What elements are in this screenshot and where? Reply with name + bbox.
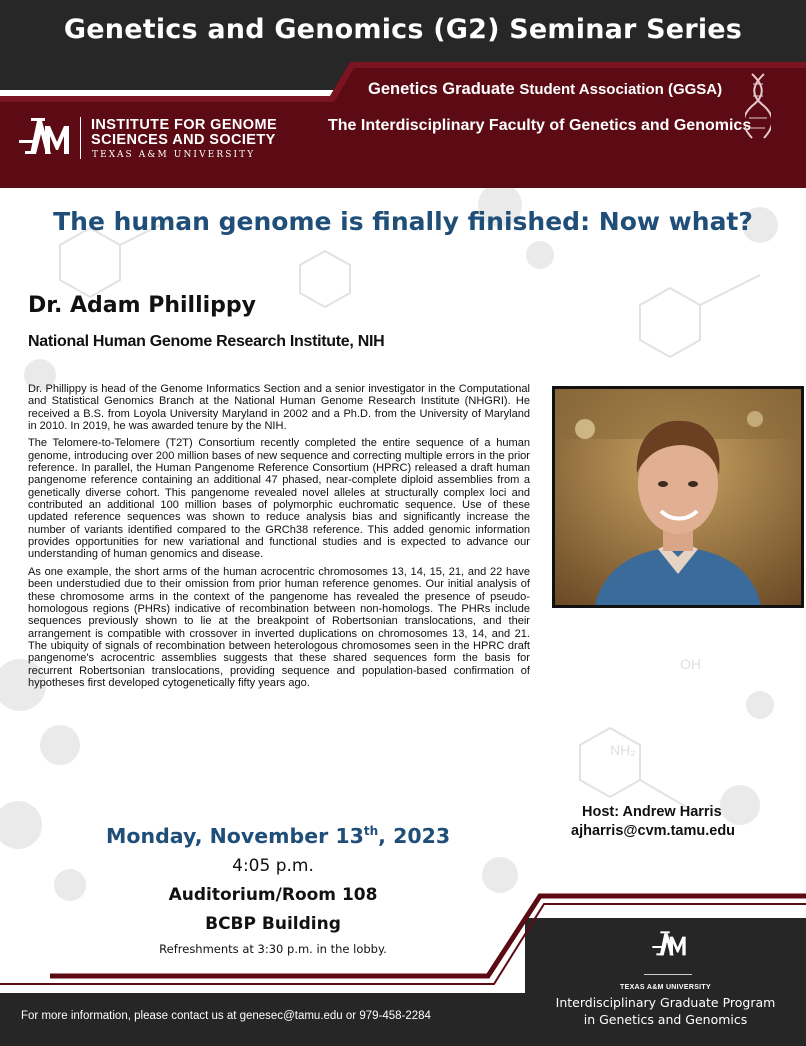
abstract-paragraph-2: As one example, the short arms of the human acrocentric chromosomes 13, 14, 15, 21, and 22 have been understudied due to their omission from prior human reference genomes. Our initial analysis of these chromosome arms in the context of the pangenome has revealed the presence of pseudo-homologous regions (PHRs) indicative of recombination between non-homologs. The PHRs include sequences previously shown to lie at the breakpoint of Robertsonian translocations, and their arrangement is compatible with crossover in inverted duplications on chromosomes 13, 14, and 21. The ubiquity of signals of recombination between heterologous chromosomes seen in the HPRC draft pangenome's acrocentric assemblies suggests that these shared sequences form the basis for recurrent Robertsonian translocations, providing sequence and population-based confirmation of hypotheses first developed cytogenetically fifty years ago.: [28, 565, 530, 689]
event-date-main: Monday, November 13: [106, 824, 364, 848]
abstract: [28, 383, 530, 694]
abstract-paragraph-1: The Telomere-to-Telomere (T2T) Consortium recently completed the entire sequence of a human genome, introducing over 200 million bases of new sequence and correcting multiple errors in the prior reference. In parallel, the Human Pangenome Reference Consortium (HPRC) released a draft human pangenome reference containing an additional 47 phased, near-complete diploid assemblies from a genetically diverse cohort. This pangenome revealed novel alleles at structurally complex loci and contributed an additional 100 million bases of polymorphic euchromatic sequence. Use of these updated reference sequences was shown to reduce analysis bias and significantly increase the number of variants identified compared to the GRCh38 reference. This added genomic information provides opportunities for new variational and functional studies and is expected to advance our understanding of human genomics and disease.: [28, 437, 530, 561]
institute-name-line1: INSTITUTE FOR GENOME: [91, 117, 278, 133]
ggsa-heading-part1: Genetics Graduate: [368, 80, 515, 98]
footer-contact: For more information, please contact us at genesec@tamu.edu or 979-458-2284: [21, 1010, 431, 1022]
speaker-affiliation: National Human Genome Research Institute, NIH: [28, 333, 385, 350]
host-email[interactable]: ajharris@cvm.tamu.edu: [571, 823, 736, 839]
program-tamu-logo-icon: [651, 929, 687, 959]
institute-divider: [80, 117, 81, 159]
institute-university: TEXAS A&M UNIVERSITY: [92, 150, 256, 160]
institute-name-line2: SCIENCES AND SOCIETY: [91, 132, 276, 148]
event-time: 4:05 p.m.: [232, 856, 314, 876]
program-name-line2: in Genetics and Genomics: [583, 1012, 748, 1027]
event-date-suffix: th: [363, 824, 379, 839]
speaker-photo: [552, 386, 804, 608]
speaker-name: Dr. Adam Phillippy: [28, 293, 256, 318]
event-refreshments: Refreshments at 3:30 p.m. in the lobby.: [159, 942, 387, 956]
svg-text:NH₂: NH₂: [610, 742, 636, 758]
faculty-heading: The Interdisciplinary Faculty of Genetics and Genomics: [328, 117, 752, 134]
ggsa-heading-part2: Student Association (GGSA): [519, 81, 723, 98]
talk-title: The human genome is finally finished: Now what?: [53, 207, 753, 236]
series-title: Genetics and Genomics (G2) Seminar Series: [63, 14, 743, 45]
event-date: [106, 824, 450, 848]
speaker-portrait-icon: [555, 389, 801, 605]
event-building: BCBP Building: [205, 914, 341, 934]
speaker-bio: Dr. Phillippy is head of the Genome Informatics Section and a senior investigator in the Computational and Statistical Genomics Branch at the National Human Genome Research Institute (NHGRI). He received a B.S. from Loyola University Maryland in 2002 and a Ph.D. from the University of Maryland in 2010. In 2019, he was awarded tenure by the NIH.: [28, 383, 530, 433]
program-logo-divider: [644, 974, 692, 975]
program-university: TEXAS A&M UNIVERSITY: [620, 984, 711, 991]
host-name: Host: Andrew Harris: [582, 804, 722, 820]
dna-icon: [745, 72, 771, 140]
program-name-line1: Interdisciplinary Graduate Program: [555, 995, 776, 1010]
svg-text:OH: OH: [680, 656, 701, 672]
event-date-year: , 2023: [378, 824, 451, 848]
tamu-logo-icon: [17, 116, 71, 158]
event-room: Auditorium/Room 108: [168, 885, 378, 905]
ggsa-heading: [368, 80, 722, 99]
